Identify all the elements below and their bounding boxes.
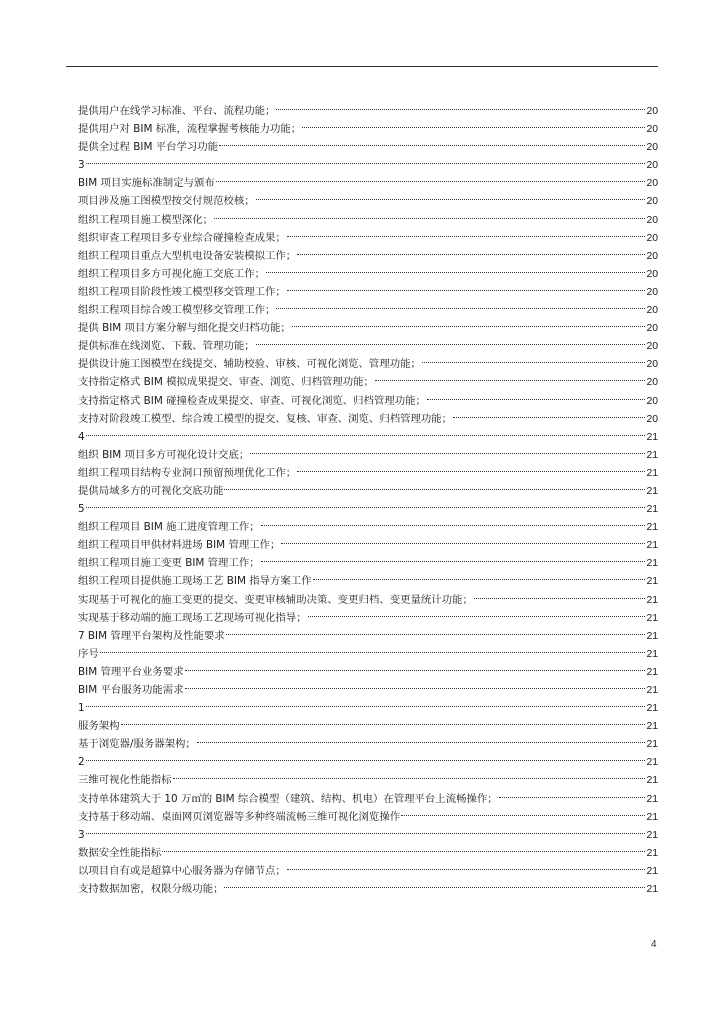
toc-entry[interactable] [78,693,658,715]
toc-entry-page: 21 [646,685,658,696]
toc-dot-leader [256,331,646,349]
toc-entry-title: 序号 [78,647,99,660]
toc-dot-leader [86,820,646,838]
toc-entry-page: 21 [646,630,658,642]
toc-entry-title: 以项目自有或是超算中心服务器为存储节点； [78,864,286,877]
toc-dot-leader [297,458,645,476]
toc-entry-page: 20 [646,250,658,262]
toc-entry-page: 20 [646,268,658,280]
toc-entry-page: 20 [646,359,658,371]
toc-entry-page: 21 [646,829,658,841]
toc-dot-leader [100,639,646,657]
toc-entry-page: 21 [646,793,658,805]
toc-entry-title: 2 [78,756,85,769]
toc-dot-leader [427,386,646,404]
toc-dot-leader [86,494,646,512]
header-rule [66,66,658,67]
toc-dot-leader [216,168,646,186]
toc-dot-leader [308,603,646,621]
toc-entry[interactable] [78,422,658,443]
toc-entry-title: 支持单体建筑大于 10 万㎡的 BIM 综合模型（建筑、结构、机电）在管理平台上流畅操作； [78,792,498,805]
toc-dot-leader [185,675,646,693]
toc-entry-page: 20 [646,341,658,353]
toc-entry[interactable] [78,856,658,877]
toc-entry-page: 20 [646,106,658,117]
toc-dot-leader [261,512,646,530]
toc-entry-title: 3 [78,159,85,172]
toc-dot-leader [266,259,645,277]
toc-entry-title: 组织工程项目重点大型机电设备安装模拟工作； [78,249,297,262]
toc-dot-leader [219,132,645,150]
toc-entry-page: 20 [646,323,658,335]
toc-dot-leader [162,838,645,856]
toc-dot-leader [297,241,645,259]
toc-dot-leader [281,530,645,548]
toc-entry-title: 组织工程项目阶段性竣工模型移交管理工作； [78,285,286,298]
toc-entry[interactable] [78,150,658,172]
toc-entry[interactable] [78,168,658,190]
toc-entry-page: 20 [646,377,658,389]
toc-dot-leader [86,747,646,765]
toc-entry-title: 支持基于移动端、桌面网页浏览器等多种终端流畅三维可视化浏览操作 [78,810,401,823]
toc-dot-leader [86,422,646,440]
toc-entry-title: 支持数据加密，权限分级功能； [78,883,224,896]
toc-entry-title: 实现基于移动端的施工现场工艺现场可视化指导； [78,611,307,624]
toc-entry-page: 21 [646,576,658,588]
toc-entry-page: 21 [646,847,658,859]
toc-entry-page: 21 [646,449,658,461]
toc-dot-leader [499,784,646,802]
toc-entry-page: 21 [646,504,658,516]
toc-entry[interactable] [78,838,658,859]
toc-entry-page: 20 [646,142,658,154]
toc-dot-leader [401,802,645,820]
toc-dot-leader [276,96,645,114]
toc-entry-title: 支持指定格式 BIM 碰撞检查成果提交、审查、可视化浏览、归档管理功能； [78,394,426,407]
toc-entry-title: 4 [78,430,85,443]
toc-entry[interactable] [78,820,658,841]
toc-entry-title: BIM 管理平台业务要求 [78,665,184,678]
toc-entry-title: 组织工程项目结构专业洞口预留预埋优化工作； [78,466,297,479]
toc-dot-leader [287,856,646,874]
toc-dot-leader [313,566,646,584]
toc-entry-page: 21 [646,775,658,787]
toc-entry-page: 20 [646,178,658,190]
toc-entry-page: 20 [646,286,658,298]
toc-entry-title: 支持指定格式 BIM 模拟成果提交、审查、浏览、归档管理功能； [78,376,374,389]
toc-dot-leader [224,476,645,494]
toc-entry-title: BIM 平台服务功能需求 [78,684,184,696]
toc-dot-leader [214,205,645,223]
toc-entry-page: 21 [646,558,658,570]
toc-entry-title: 5 [78,503,85,516]
toc-entry-page: 20 [646,305,658,317]
toc-entry-title: 提供用户在线学习标准、平台、流程功能； [78,105,276,117]
toc-dot-leader [287,277,646,295]
toc-entry[interactable] [78,711,658,733]
toc-entry-title: 三维可视化性能指标 [78,774,172,787]
toc-dot-leader [256,186,646,204]
toc-entry-title: 项目涉及施工图模型按交付规范校核； [78,195,255,208]
toc-dot-leader [121,711,646,729]
toc-entry-title: 组织工程项目甲供材料进场 BIM 管理工作； [78,539,281,552]
toc-entry-page: 20 [646,214,658,226]
toc-entry-page: 20 [646,124,658,136]
toc-dot-leader [86,150,646,168]
toc-entry-page: 21 [646,757,658,769]
toc-entry-title: 提供 BIM 项目方案分解与细化提交归档功能； [78,322,291,335]
toc-entry-page: 21 [646,485,658,497]
toc-entry-page: 21 [646,612,658,624]
toc-entry-title: 7 BIM 管理平台架构及性能要求 [78,629,225,642]
toc-entry-title: 数据安全性能指标 [78,846,162,859]
toc-entry-page: 21 [646,666,658,678]
toc-entry-title: 提供标准在线浏览、下载、管理功能； [78,340,255,353]
toc-entry-page: 21 [646,431,658,443]
toc-entry-page: 20 [646,232,658,244]
toc-dot-leader [302,114,645,132]
toc-entry[interactable] [78,96,658,117]
toc-entry-title: 提供用户对 BIM 标准，流程掌握考核能力功能； [78,123,302,136]
toc-entry-page: 21 [646,648,658,660]
toc-entry-page: 20 [646,160,658,172]
toc-entry-title: 组织工程项目综合竣工模型移交管理工作； [78,304,276,317]
toc-entry-title: 服务架构 [78,720,120,733]
toc-dot-leader [453,404,645,422]
toc-entry-title: 支持对阶段竣工模型、综合竣工模型的提交、复核、审查、浏览、归档管理功能； [78,412,453,425]
toc-dot-leader [287,223,646,241]
toc-entry-page: 20 [646,395,658,407]
toc-entry-page: 21 [646,594,658,606]
toc-entry[interactable] [78,494,658,516]
toc-entry-page: 21 [646,811,658,823]
toc-entry-title: 提供局域多方的可视化交底功能 [78,484,224,497]
toc-entry[interactable] [78,639,658,660]
toc-entry-page: 20 [646,196,658,208]
page-number: 4 [651,939,657,950]
toc-dot-leader [276,295,645,313]
toc-entry[interactable] [78,729,658,751]
toc-entry-title: 组织工程项目施工模型深化； [78,213,214,226]
toc-entry-page: 21 [646,703,658,715]
toc-dot-leader [375,367,646,385]
toc-entry[interactable] [78,440,658,461]
toc-entry[interactable] [78,747,658,769]
toc-entry-title: 组织 BIM 项目多方可视化设计交底； [78,448,250,461]
toc-dot-leader [261,548,646,566]
toc-entry-title: 提供全过程 BIM 平台学习功能 [78,141,219,154]
toc-dot-leader [474,585,646,603]
toc-entry[interactable] [78,765,658,787]
toc-entry-page: 21 [646,884,658,896]
toc-entry-title: BIM 项目实施标准制定与颁布 [78,177,215,190]
toc-entry-title: 组织工程项目提供施工现场工艺 BIM 指导方案工作 [78,575,312,588]
toc-dot-leader [185,657,646,675]
toc-entry[interactable] [78,512,658,534]
toc-dot-leader [173,765,646,783]
toc-dot-leader [226,621,646,639]
toc-entry-title: 1 [78,702,85,715]
toc-dot-leader [197,729,646,747]
toc-entry[interactable] [78,657,658,678]
toc-dot-leader [422,349,646,367]
toc-entry-page: 21 [646,540,658,552]
toc-entry-title: 3 [78,828,85,841]
toc-entry-page: 21 [646,865,658,877]
toc-entry-title: 组织工程项目多方可视化施工交底工作； [78,267,266,280]
toc-entry-title: 组织审查工程项目多专业综合碰撞检查成果； [78,231,286,244]
toc-dot-leader [224,874,645,892]
toc-entry-title: 组织工程项目施工变更 BIM 管理工作； [78,557,260,570]
toc-entry-title: 实现基于可视化的施工变更的提交、变更审核辅助决策、变更归档、变更量统计功能； [78,593,473,606]
toc-dot-leader [292,313,646,331]
toc-entry-page: 20 [646,413,658,425]
toc-entry-page: 21 [646,467,658,479]
toc-entry-title: 组织工程项目 BIM 施工进度管理工作； [78,521,260,534]
toc-dot-leader [86,693,646,711]
toc-entry-page: 21 [646,721,658,733]
table-of-contents [78,96,658,896]
toc-dot-leader [250,440,645,458]
toc-entry-title: 基于浏览器/服务器架构； [78,738,196,751]
toc-entry-page: 21 [646,522,658,534]
toc-entry-page: 21 [646,739,658,751]
toc-entry-title: 提供设计施工图模型在线提交、辅助校验、审核、可视化浏览、管理功能； [78,358,421,371]
